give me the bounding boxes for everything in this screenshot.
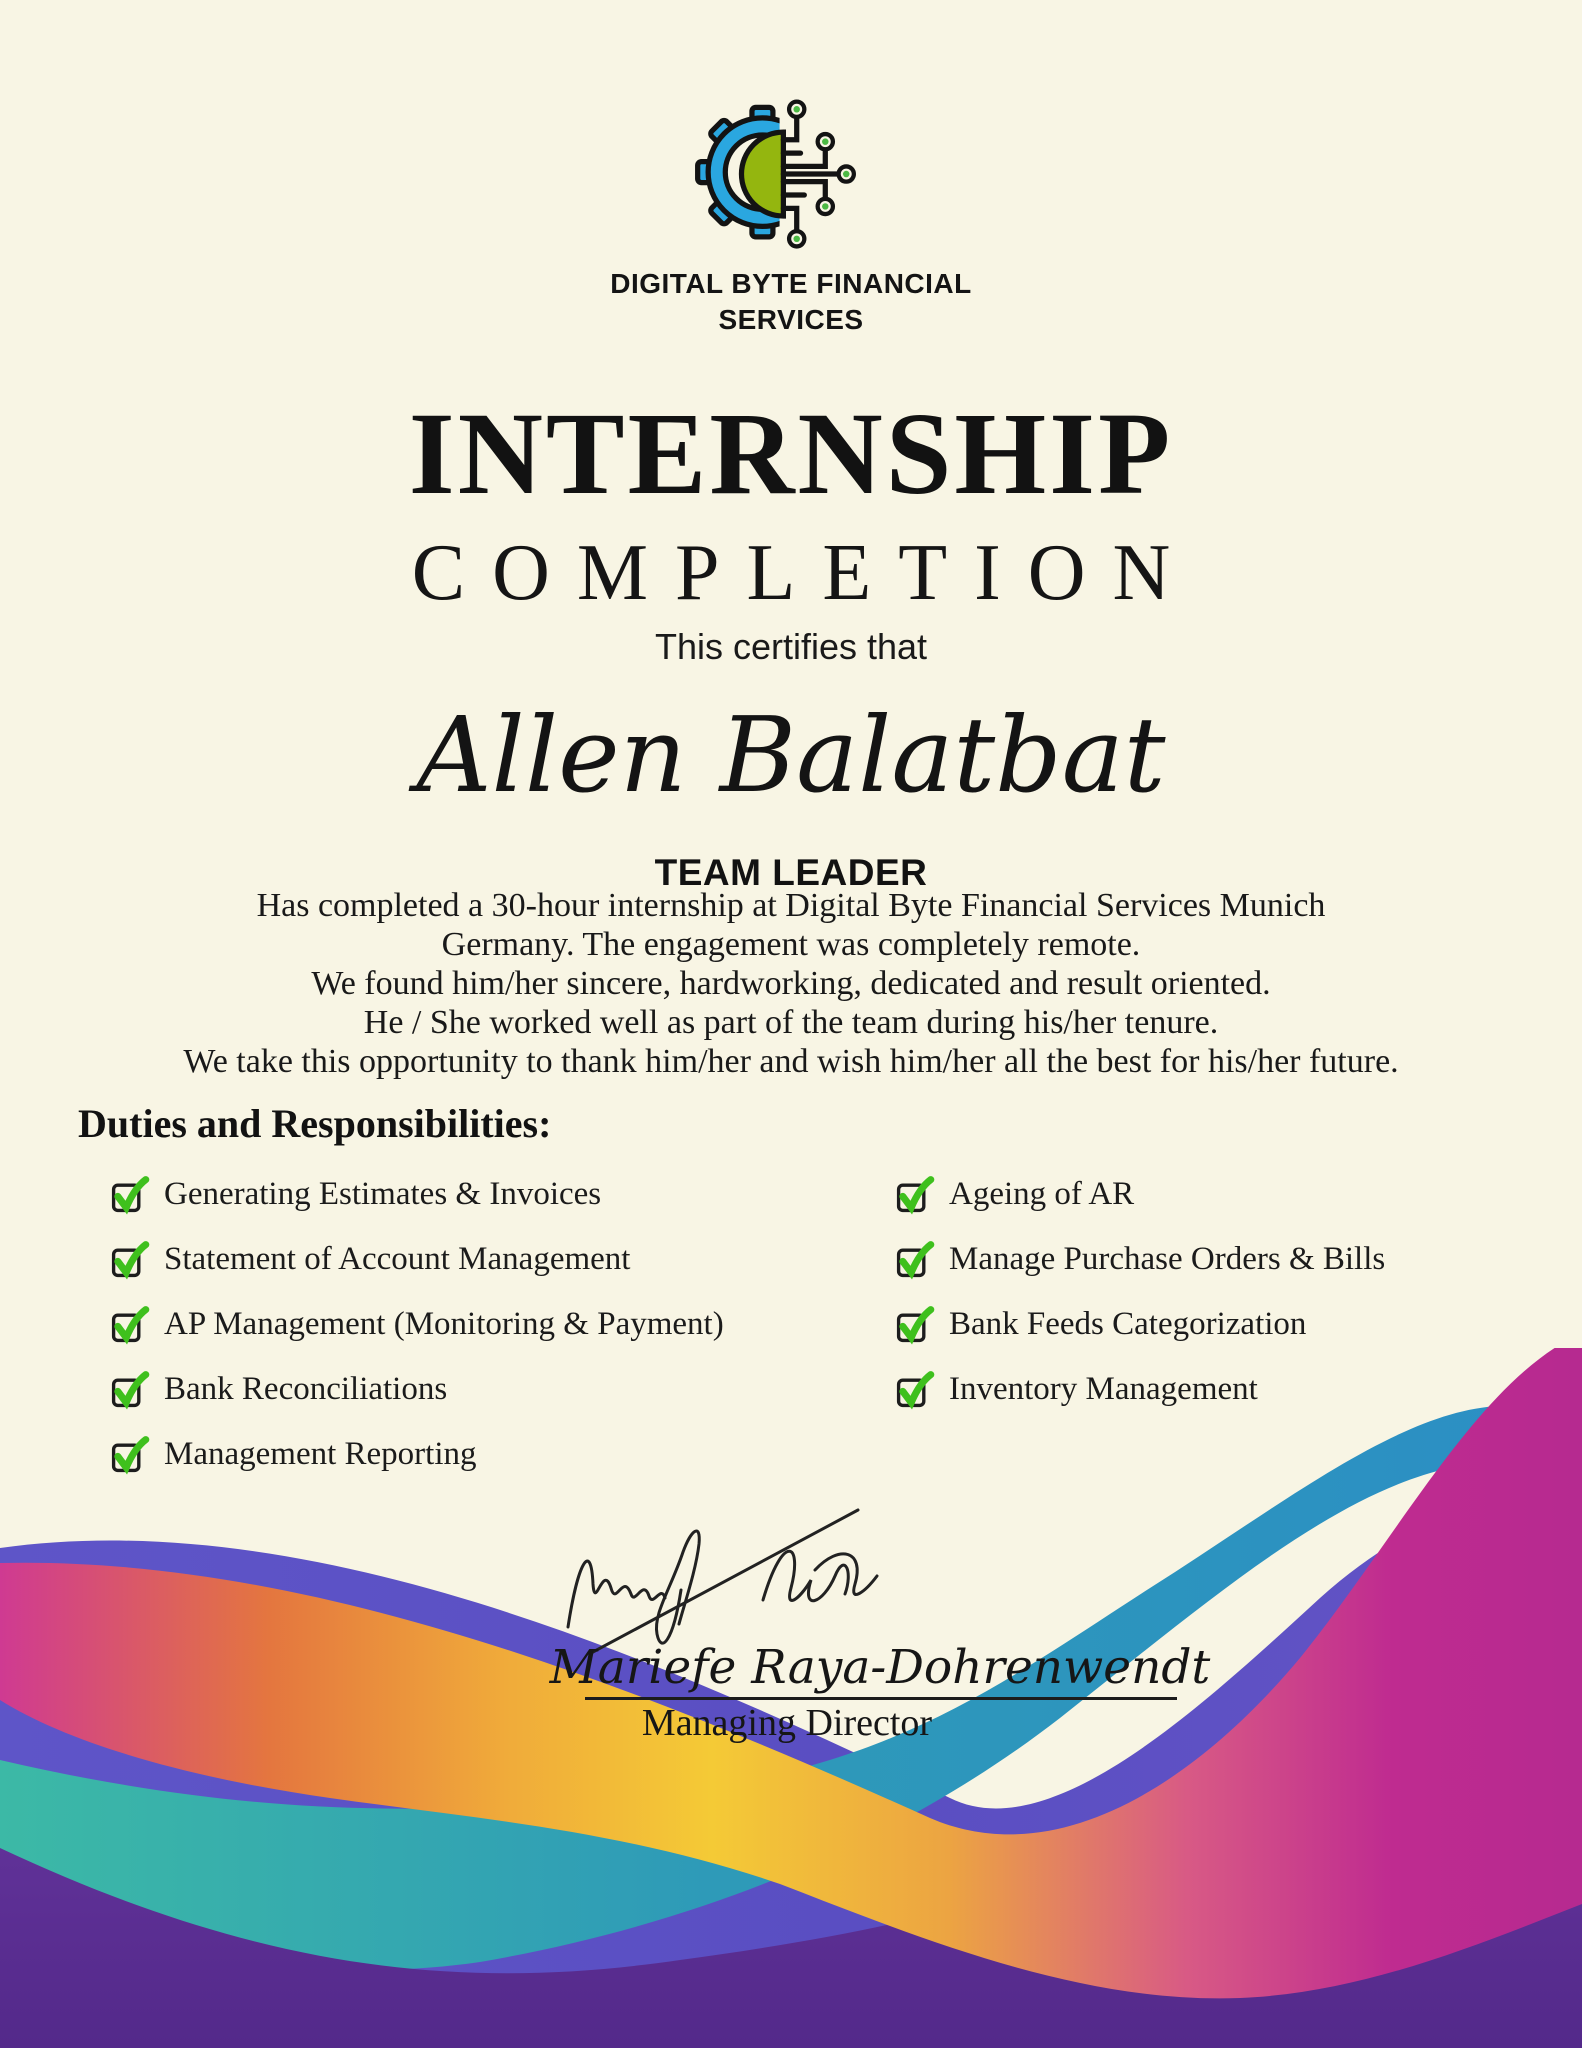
- duty-label: Management Reporting: [164, 1436, 477, 1472]
- body-line: We take this opportunity to thank him/her and wish him/her all the best for his/her future.: [183, 1043, 1399, 1080]
- list-item: [108, 1422, 828, 1487]
- body-line: Has completed a 30-hour internship at Digital Byte Financial Services Munich: [256, 887, 1326, 924]
- duty-label: Generating Estimates & Invoices: [164, 1176, 602, 1212]
- list-item: [893, 1357, 1533, 1422]
- duty-label: Ageing of AR: [949, 1176, 1135, 1212]
- list-item: [893, 1292, 1533, 1357]
- checked-checkbox-icon: [893, 1174, 935, 1216]
- duties-column-right: [893, 1162, 1533, 1422]
- duties-column-left: [108, 1162, 828, 1487]
- duty-label: AP Management (Monitoring & Payment): [164, 1306, 724, 1342]
- checked-checkbox-icon: [108, 1239, 150, 1281]
- list-item: [108, 1162, 828, 1227]
- checked-checkbox-icon: [893, 1239, 935, 1281]
- duties-heading: Duties and Responsibilities:: [78, 1101, 552, 1146]
- duty-label: Bank Feeds Categorization: [949, 1306, 1307, 1342]
- certificate-title: INTERNSHIP: [408, 388, 1174, 519]
- duty-label: Manage Purchase Orders & Bills: [949, 1241, 1386, 1277]
- signatory-name: Mariefe Raya-Dohrenwendt: [549, 1640, 1211, 1695]
- company-name-line1: DIGITAL BYTE FINANCIAL: [610, 268, 972, 299]
- duty-label: Bank Reconciliations: [164, 1371, 448, 1407]
- list-item: [108, 1357, 828, 1422]
- certifies-label: This certifies that: [654, 626, 928, 667]
- gear-circuit-logo-icon: [691, 84, 891, 266]
- signature-line: [585, 1697, 1177, 1700]
- list-item: [108, 1227, 828, 1292]
- certificate-body: [0, 886, 1582, 1081]
- checked-checkbox-icon: [108, 1304, 150, 1346]
- body-line: He / She worked well as part of the team during his/her tenure.: [363, 1004, 1219, 1041]
- company-name: [0, 266, 1582, 338]
- list-item: [108, 1292, 828, 1357]
- list-item: [893, 1162, 1533, 1227]
- recipient-role: TEAM LEADER: [654, 852, 928, 893]
- signatory-title: Managing Director: [641, 1702, 933, 1744]
- checked-checkbox-icon: [108, 1174, 150, 1216]
- body-line: We found him/her sincere, hardworking, dedicated and result oriented.: [311, 965, 1271, 1002]
- duty-label: Inventory Management: [949, 1371, 1258, 1407]
- recipient-name: Allen Balatbat: [416, 694, 1166, 816]
- duty-label: Statement of Account Management: [164, 1241, 631, 1277]
- checked-checkbox-icon: [108, 1369, 150, 1411]
- checked-checkbox-icon: [893, 1369, 935, 1411]
- list-item: [893, 1227, 1533, 1292]
- checked-checkbox-icon: [108, 1434, 150, 1476]
- certificate-subtitle: COMPLETION: [411, 529, 1198, 617]
- body-line: Germany. The engagement was completely remote.: [441, 926, 1141, 963]
- checked-checkbox-icon: [893, 1304, 935, 1346]
- company-name-line2: SERVICES: [718, 304, 864, 335]
